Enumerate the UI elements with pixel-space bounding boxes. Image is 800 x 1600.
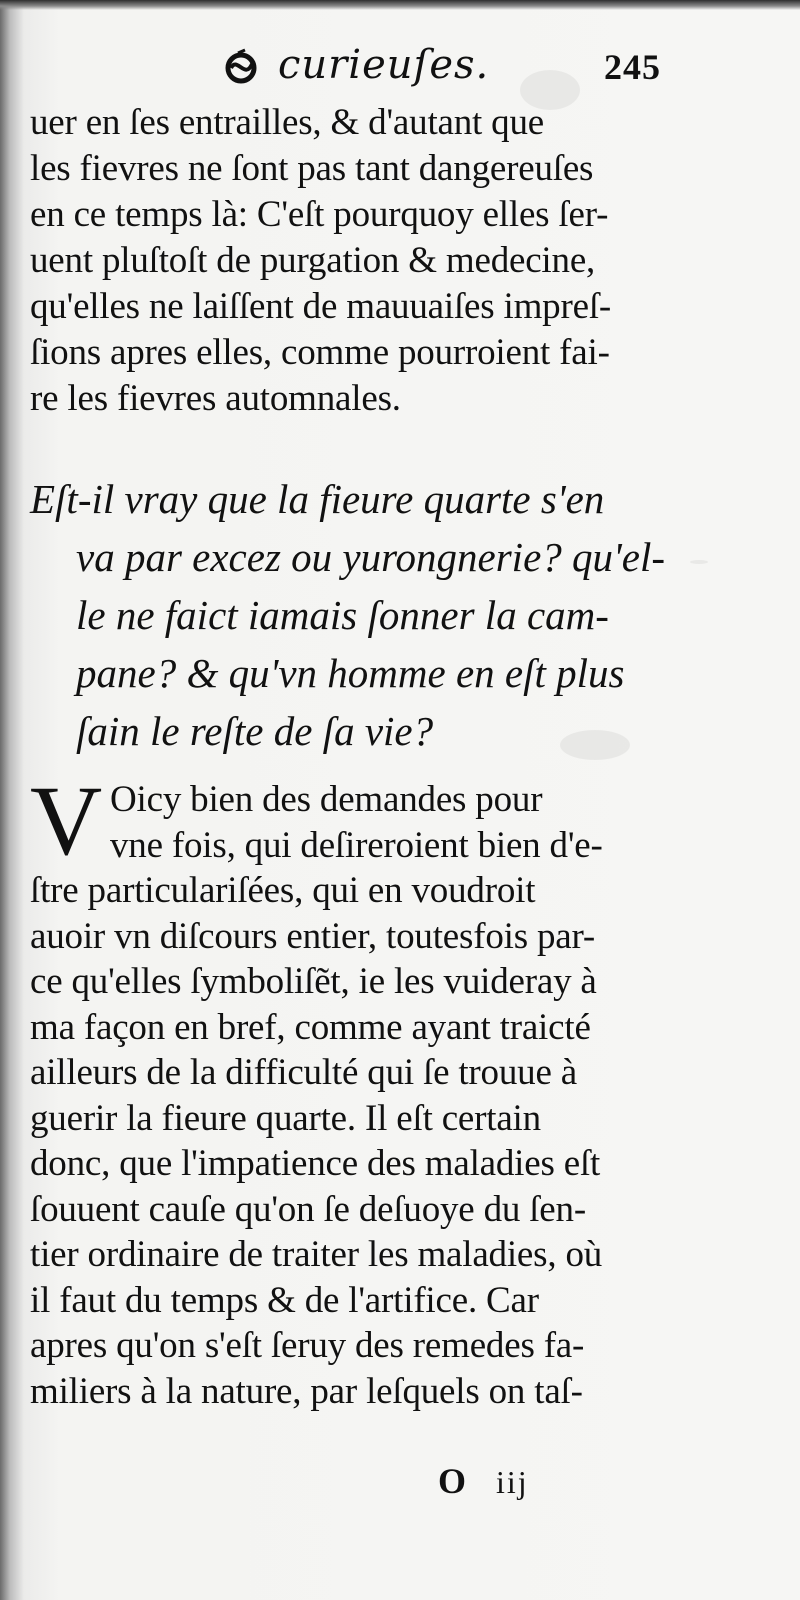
text-line: ce qu'elles ſymboliſẽt, ie les vuideray à	[30, 961, 597, 1002]
text-line: miliers à la nature, par leſquels on taſ-	[30, 1370, 583, 1412]
drop-cap: V	[30, 765, 103, 876]
text-line: les fievres ne ſont pas tant dangereuſes	[30, 148, 594, 189]
question-heading	[30, 470, 690, 760]
text-line: guerir la fieure quarte. Il eſt certain	[30, 1097, 541, 1139]
heading-line: ſain le reſte de ſa vie?	[76, 708, 434, 754]
signature-letter: O	[438, 1461, 469, 1501]
text-line: Oicy bien des demandes pour	[110, 779, 543, 820]
text-line: ma façon en bref, comme ayant traicté	[30, 1006, 591, 1048]
text-line: ſtre particulariſées, qui en voudroit	[30, 870, 536, 911]
heading-line: pane? & qu'vn homme en eſt plus	[76, 650, 625, 696]
text-line: ailleurs de la difficulté qui ſe trouue à	[30, 1052, 577, 1093]
text-line: ſions apres elles, comme pourroient fai-	[30, 332, 610, 373]
text-line: donc, que l'impatience des maladies eſt	[30, 1143, 601, 1184]
text-line: qu'elles ne laiſſent de mauuaiſes impreſ-	[30, 286, 612, 327]
answer-paragraph	[30, 765, 690, 1414]
text-line: tier ordinaire de traiter les maladies, où	[30, 1234, 603, 1275]
heading-line: va par excez ou yurongnerie? qu'el-	[76, 534, 666, 580]
text-line: il faut du temps & de l'artifice. Car	[30, 1279, 539, 1321]
text-line: apres qu'on s'eſt ſeruy des remedes fa-	[30, 1325, 585, 1366]
signature-number: iij	[496, 1464, 529, 1500]
paragraph-continued	[30, 100, 690, 422]
text-line: en ce temps là: C'eſt pourquoy elles ſer-	[30, 194, 609, 235]
text-line: re les fievres automnales.	[30, 378, 401, 419]
paper-stain	[690, 560, 708, 564]
ornament-icon	[223, 48, 259, 88]
page-number: 245	[604, 47, 661, 87]
text-line: ſouuent cauſe qu'on ſe deſuoye du ſen-	[30, 1188, 586, 1230]
signature-mark	[438, 1460, 529, 1502]
page-top-edge	[0, 0, 800, 10]
text-line: auoir vn diſcours entier, toutesfois par-	[30, 915, 595, 957]
running-head-title: curieuſes.	[278, 42, 490, 88]
text-line: uent pluſtoſt de purgation & medecine,	[30, 240, 596, 281]
heading-line: Eſt-il vray que la fieure quarte s'en	[30, 476, 605, 522]
heading-line: le ne faict iamais ſonner la cam-	[76, 592, 609, 638]
text-line: uer en ſes entrailles, & d'autant que	[30, 102, 544, 143]
running-head	[0, 42, 800, 102]
text-line: vne fois, qui deſireroient bien d'e-	[110, 824, 603, 866]
